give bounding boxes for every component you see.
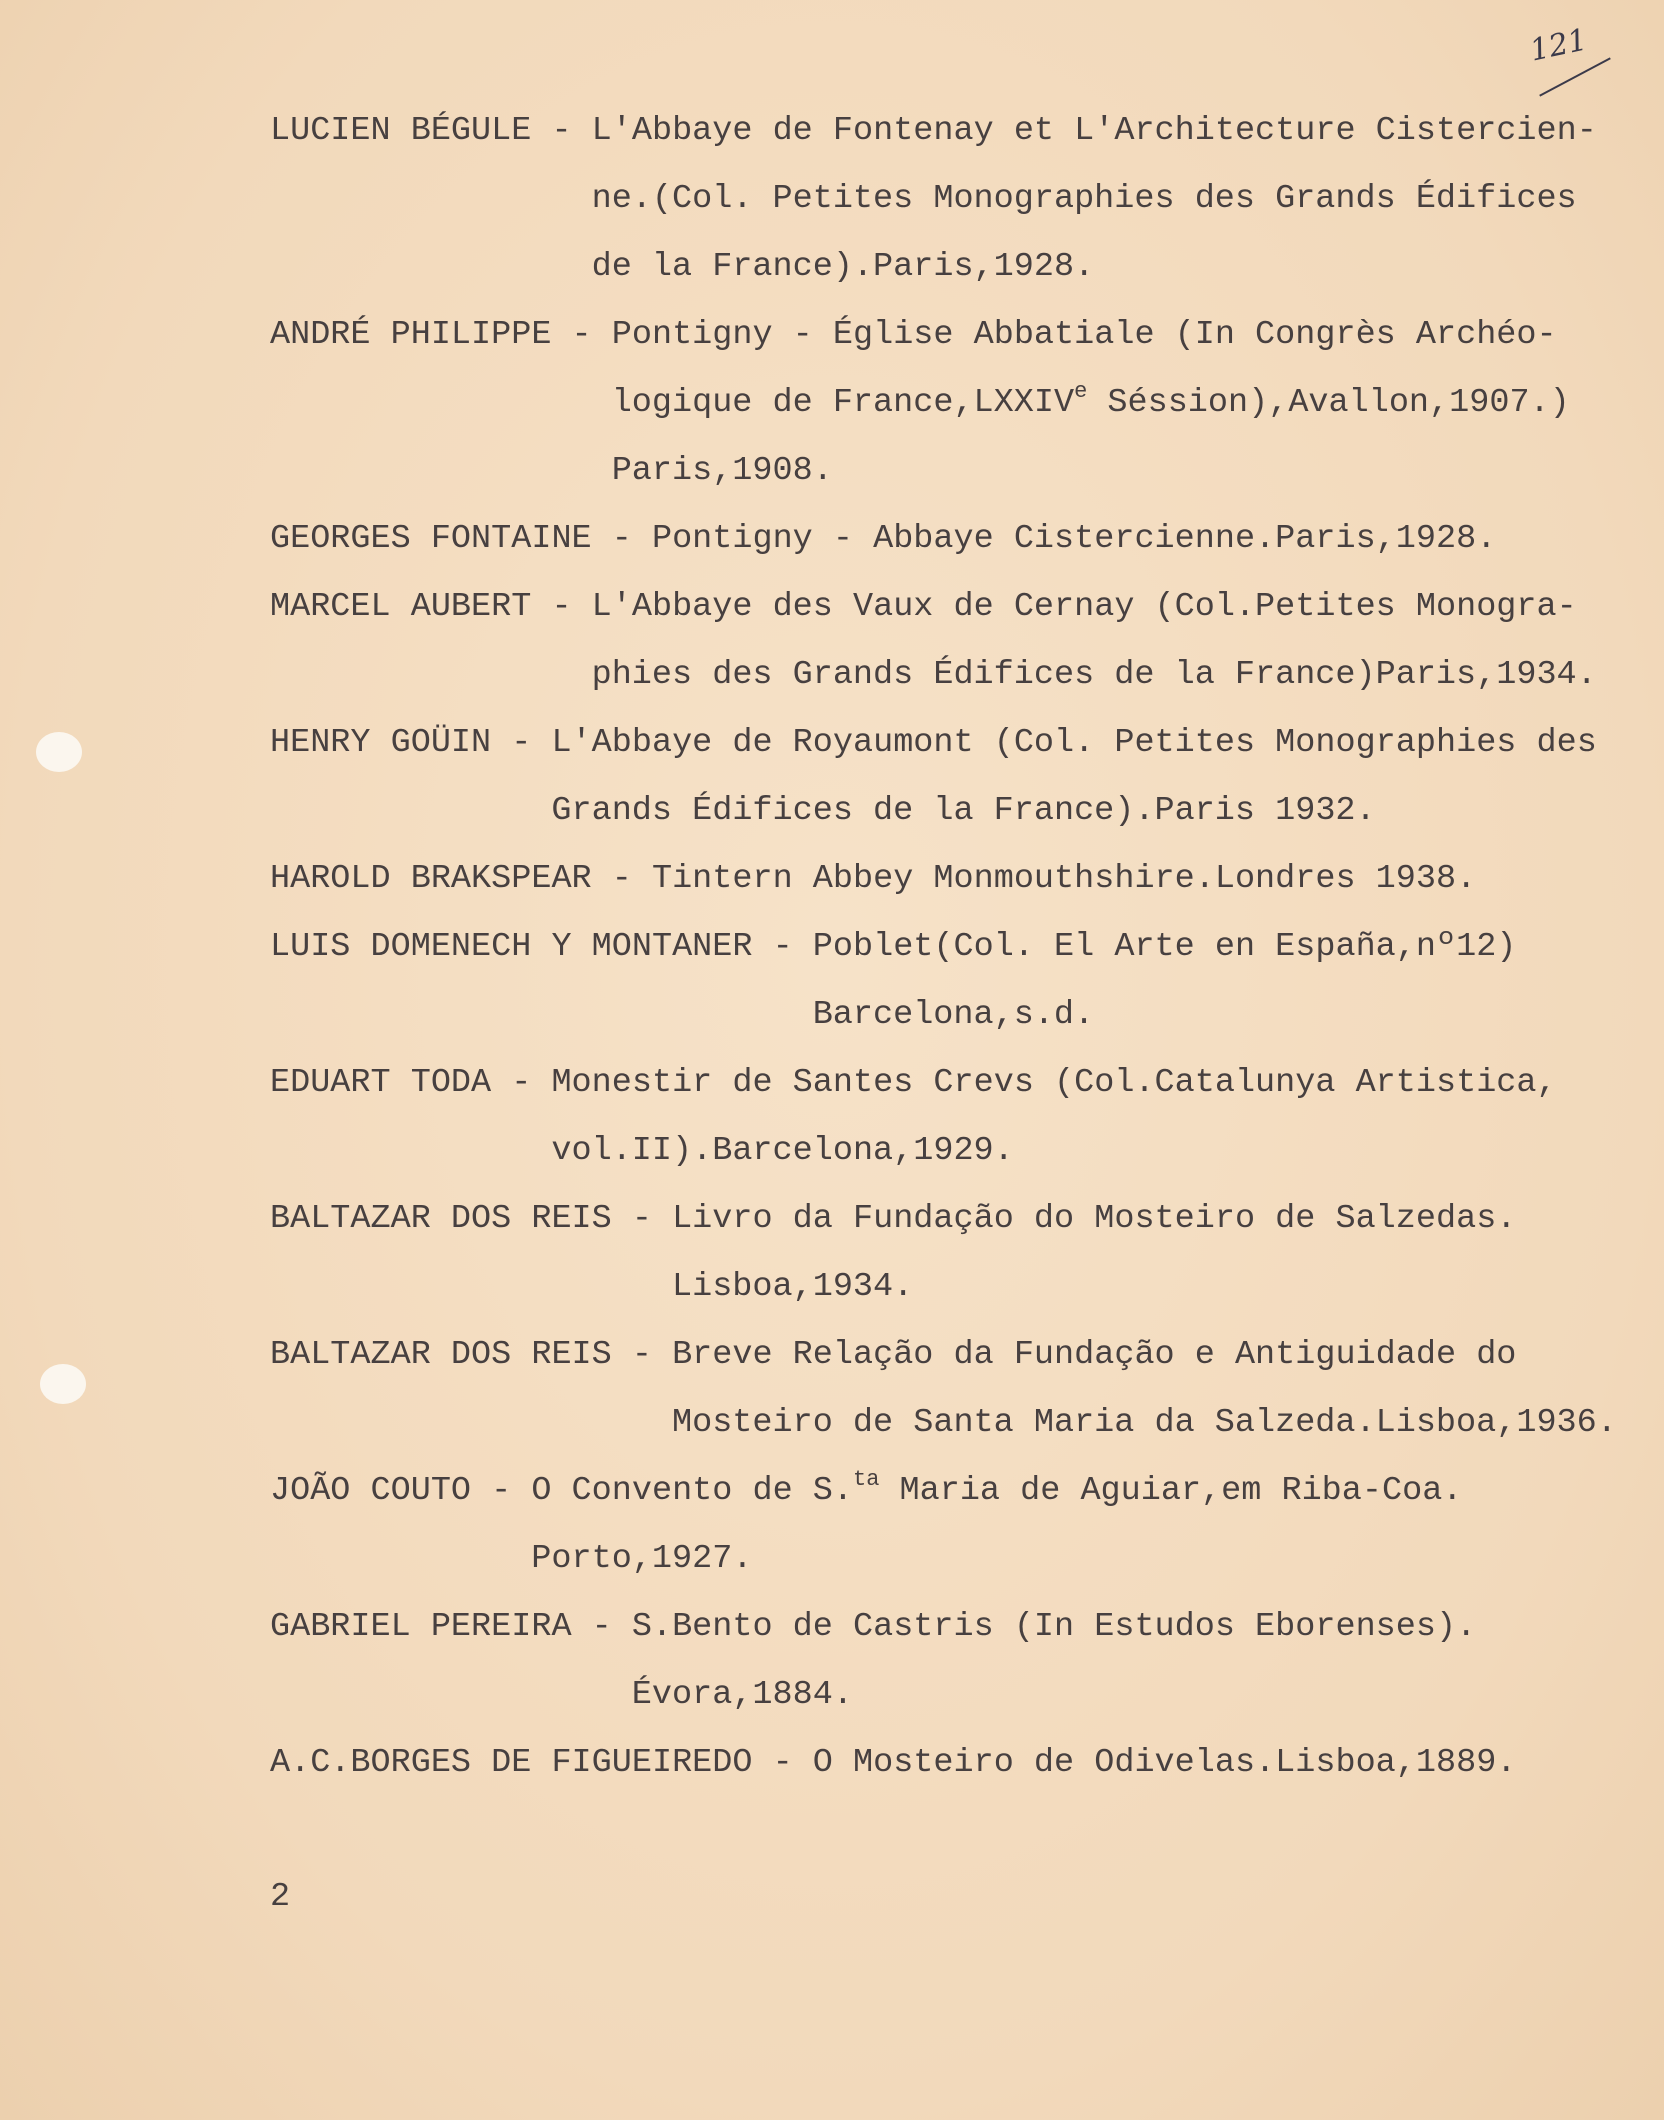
entry-text: ne.(Col. Petites Monographies des Grands Édifices xyxy=(591,180,1577,218)
entry-text: A.C.BORGES DE FIGUEIREDO - O Mosteiro de Odivelas.Lisboa,1889. xyxy=(270,1744,1517,1782)
bibliography-entry-continuation xyxy=(612,451,833,491)
entry-text: ANDRÉ PHILIPPE - Pontigny - Église Abbatiale (In Congrès Archéo- xyxy=(270,316,1557,354)
superscript: ta xyxy=(853,1467,880,1492)
bibliography-entry xyxy=(270,859,1476,899)
entry-text: EDUART TODA - Monestir de Santes Crevs (Col.Catalunya Artistica, xyxy=(270,1064,1557,1102)
entry-text: Séssion),Avallon,1907.) xyxy=(1087,384,1570,422)
entry-text: LUIS DOMENECH Y MONTANER - Poblet(Col. El Arte en España,nº12) xyxy=(270,928,1517,966)
entry-text: BALTAZAR DOS REIS - Livro da Fundação do Mosteiro de Salzedas. xyxy=(270,1200,1517,1238)
bibliography-entry xyxy=(270,1199,1516,1239)
bibliography-entry xyxy=(270,723,1597,763)
entry-text: de la France).Paris,1928. xyxy=(591,248,1095,286)
entry-text: GEORGES FONTAINE - Pontigny - Abbaye Cistercienne.Paris,1928. xyxy=(270,520,1497,558)
bibliography-entry-continuation xyxy=(531,1539,752,1579)
bibliography-entry xyxy=(270,1467,1463,1511)
punch-hole xyxy=(36,732,82,772)
entry-text: Grands Édifices de la France).Paris 1932. xyxy=(551,792,1376,830)
entry-text: LUCIEN BÉGULE - L'Abbaye de Fontenay et L'Architecture Cistercien- xyxy=(270,112,1597,150)
entry-text: Lisboa,1934. xyxy=(672,1268,914,1306)
bibliography-entry-continuation xyxy=(611,379,1570,423)
bibliography-entry-continuation xyxy=(551,791,1375,831)
superscript: e xyxy=(1074,379,1088,404)
entry-text: phies des Grands Édifices de la France)Paris,1934. xyxy=(591,656,1597,694)
bibliography-entry xyxy=(270,587,1577,627)
bibliography-entry xyxy=(270,1063,1557,1103)
bibliography-entry xyxy=(270,315,1557,355)
bibliography-entry-continuation xyxy=(672,1267,913,1307)
entry-text: Porto,1927. xyxy=(531,1540,753,1578)
entry-text: MARCEL AUBERT - L'Abbaye des Vaux de Cernay (Col.Petites Monogra- xyxy=(270,588,1577,626)
handwritten-folio-number: 121 xyxy=(1526,22,1591,69)
bibliography-entry-continuation xyxy=(632,1675,853,1715)
entry-text: Maria de Aguiar,em Riba-Coa. xyxy=(879,1472,1463,1510)
bibliography-entry-continuation xyxy=(551,1131,1013,1171)
bibliography-entry xyxy=(270,519,1496,559)
entry-text: JOÃO COUTO - O Convento de S. xyxy=(270,1472,853,1510)
bibliography-entry xyxy=(270,1743,1516,1783)
entry-text: logique de France,LXXIV xyxy=(611,384,1075,422)
bibliography-entry-continuation xyxy=(592,247,1095,287)
entry-text: BALTAZAR DOS REIS - Breve Relação da Fundação e Antiguidade do xyxy=(270,1336,1517,1374)
page-number: 2 xyxy=(270,1878,291,1916)
bibliography-entry xyxy=(270,927,1516,967)
bibliography-entry xyxy=(270,1335,1516,1375)
entry-text: Évora,1884. xyxy=(631,1676,853,1714)
bibliography-entry-continuation xyxy=(813,995,1094,1035)
entry-text: HENRY GOÜIN - L'Abbaye de Royaumont (Col. Petites Monographies des xyxy=(270,724,1597,762)
punch-hole xyxy=(40,1364,86,1404)
entry-text: Barcelona,s.d. xyxy=(812,996,1095,1034)
entry-text: vol.II).Barcelona,1929. xyxy=(551,1132,1014,1170)
bibliography-entry xyxy=(270,111,1597,151)
bibliography-entry-continuation xyxy=(592,655,1597,695)
entry-text: GABRIEL PEREIRA - S.Bento de Castris (In Estudos Eborenses). xyxy=(270,1608,1477,1646)
entry-text: HAROLD BRAKSPEAR - Tintern Abbey Monmouthshire.Londres 1938. xyxy=(270,860,1477,898)
bibliography-entry-continuation xyxy=(672,1403,1617,1443)
entry-text: Mosteiro de Santa Maria da Salzeda.Lisboa,1936. xyxy=(672,1404,1617,1442)
bibliography-entry xyxy=(270,1607,1476,1647)
bibliography-entry-continuation xyxy=(592,179,1577,219)
entry-text: Paris,1908. xyxy=(611,452,833,490)
